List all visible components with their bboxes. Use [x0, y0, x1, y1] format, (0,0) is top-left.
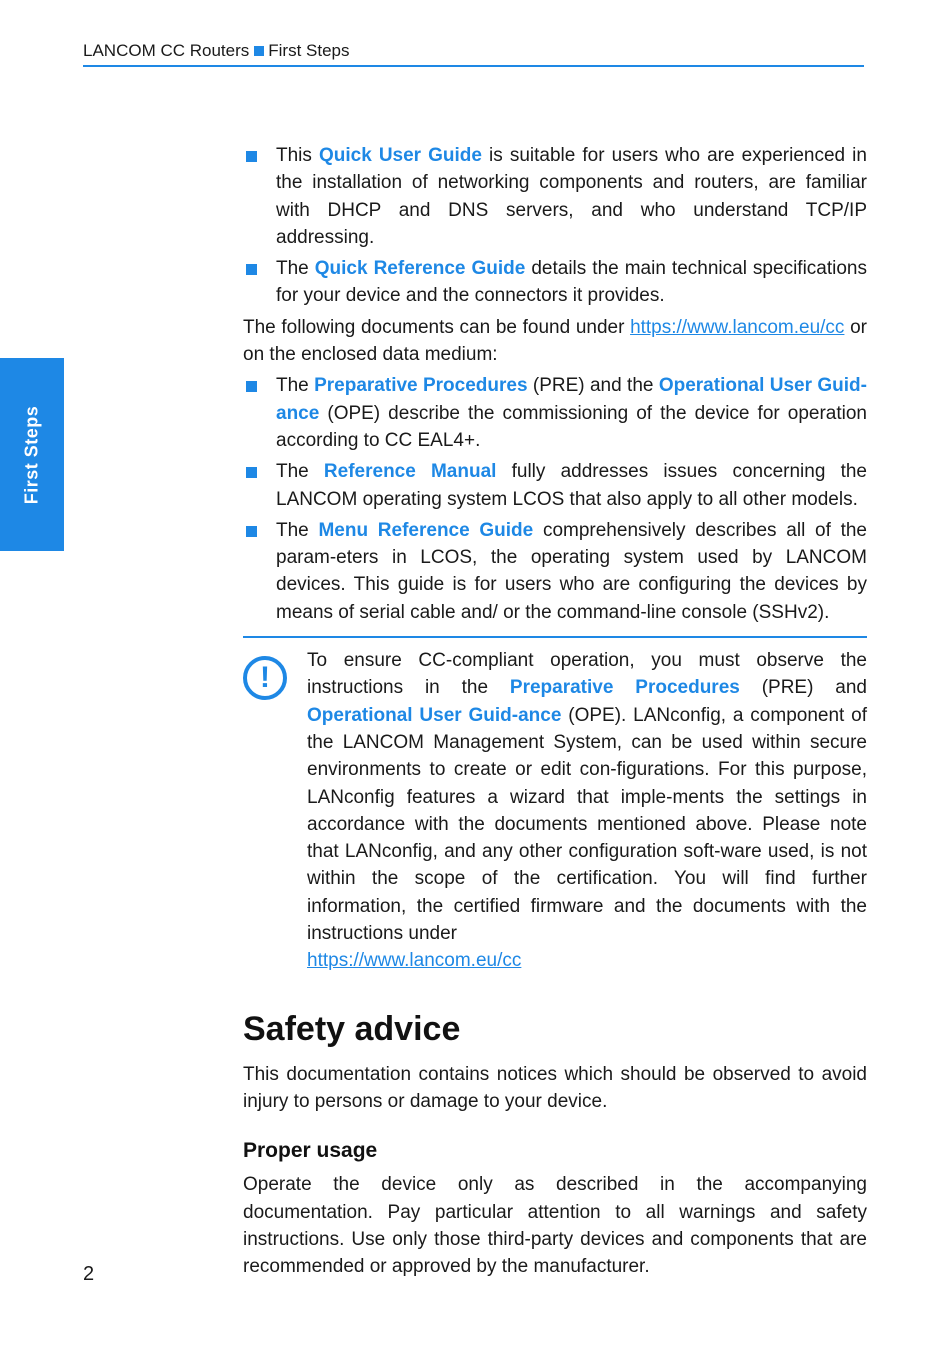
docs-intro [243, 314, 867, 369]
page-number: 2 [83, 1263, 95, 1285]
lancom-cc-link[interactable]: https://www.lancom.eu/cc [630, 316, 845, 338]
text: or on the enclosed data medium: [243, 316, 867, 366]
bullet-square-icon [246, 151, 257, 162]
text: fully addresses issues concerning the LANCOM operating system LCOS that also apply to all other models. [276, 461, 867, 510]
note-box [243, 636, 867, 975]
bullet-menu-reference-guide [243, 517, 867, 626]
term-operational-user-guidance: Operational User Guid-ance [307, 704, 562, 726]
safety-intro: This documentation contains notices which should be observed to avoid injury to persons or damage to your device. [243, 1063, 867, 1112]
text: (OPE). LANconfig, a component of the LANCOM Management System, can be used within secure environments to create or edit con-figurations. For this purpose, LANconfig features a wizard that imple-ments the settings in accordance with the documents mentioned above. Please note that LANconfig, and any other configuration soft-ware used, is not within the scope of the certification. You will find further information, the certified firmware and the documents with the instructions under [307, 704, 867, 945]
text: (PRE) and [739, 677, 867, 699]
bullet-reference-manual [243, 458, 867, 513]
term-quick-reference-guide: Quick Reference Guide [314, 258, 526, 280]
header-product: LANCOM CC Routers [83, 41, 250, 60]
term-preparative-procedures: Preparative Procedures [314, 375, 528, 397]
text: is suitable for users who are experienced in the installation of networking components and routers, are familiar with DHCP and DNS servers, and who understand TCP/IP addressing. [276, 145, 867, 248]
text: The [276, 519, 319, 541]
note-lancom-cc-link[interactable]: https://www.lancom.eu/cc [307, 950, 522, 972]
bullet-square-icon [246, 381, 257, 392]
text: (OPE) describe the commissioning of the device for operation according to CC EAL4+. [276, 402, 867, 451]
header-square-icon [254, 46, 264, 56]
text: comprehensively describes all of the param-eters in LCOS, the operating system used by LANCOM devices. This guide is for users who are configuring the devices by means of serial cable and/ or the command-line console (SSHv2). [276, 519, 867, 623]
text: The following documents can be found under [243, 316, 631, 338]
main-content [243, 142, 867, 1280]
subheading-proper-usage: Proper usage [243, 1139, 378, 1163]
bullet-square-icon [246, 526, 257, 537]
text: (PRE) and the [527, 375, 659, 397]
term-preparative-procedures: Preparative Procedures [509, 677, 740, 699]
bullet-square-icon [246, 264, 257, 275]
term-quick-user-guide: Quick User Guide [318, 145, 482, 166]
bullet-square-icon [246, 467, 257, 478]
term-reference-manual: Reference Manual [323, 461, 497, 483]
text: The [276, 461, 324, 483]
bullet-preparative-procedures [243, 372, 867, 454]
term-menu-reference-guide: Menu Reference Guide [318, 519, 534, 541]
bullet-quick-reference-guide [243, 255, 867, 310]
section-heading-safety: Safety advice [243, 1009, 461, 1048]
proper-usage-body: Operate the device only as described in the accompanying documentation. Pay particular attention to all warnings and safety instructions. Use only those third-party devices and components that are recommended or approved by the manufacturer. [243, 1174, 867, 1278]
text: The [276, 258, 315, 280]
side-tab-label: First Steps [21, 405, 42, 504]
header-section: First Steps [268, 41, 350, 60]
term-operational-user-guidance: Operational User Guid-ance [276, 375, 867, 424]
text: This [276, 145, 319, 166]
bullet-quick-user-guide [243, 142, 867, 251]
text: The [276, 375, 315, 397]
text: details the main technical specifications for your device and the connectors it provides. [276, 258, 867, 307]
exclamation-icon: ! [243, 656, 287, 700]
side-tab [0, 358, 64, 551]
text: To ensure CC-compliant operation, you must observe the instructions in the [307, 650, 867, 699]
running-header [83, 41, 864, 67]
